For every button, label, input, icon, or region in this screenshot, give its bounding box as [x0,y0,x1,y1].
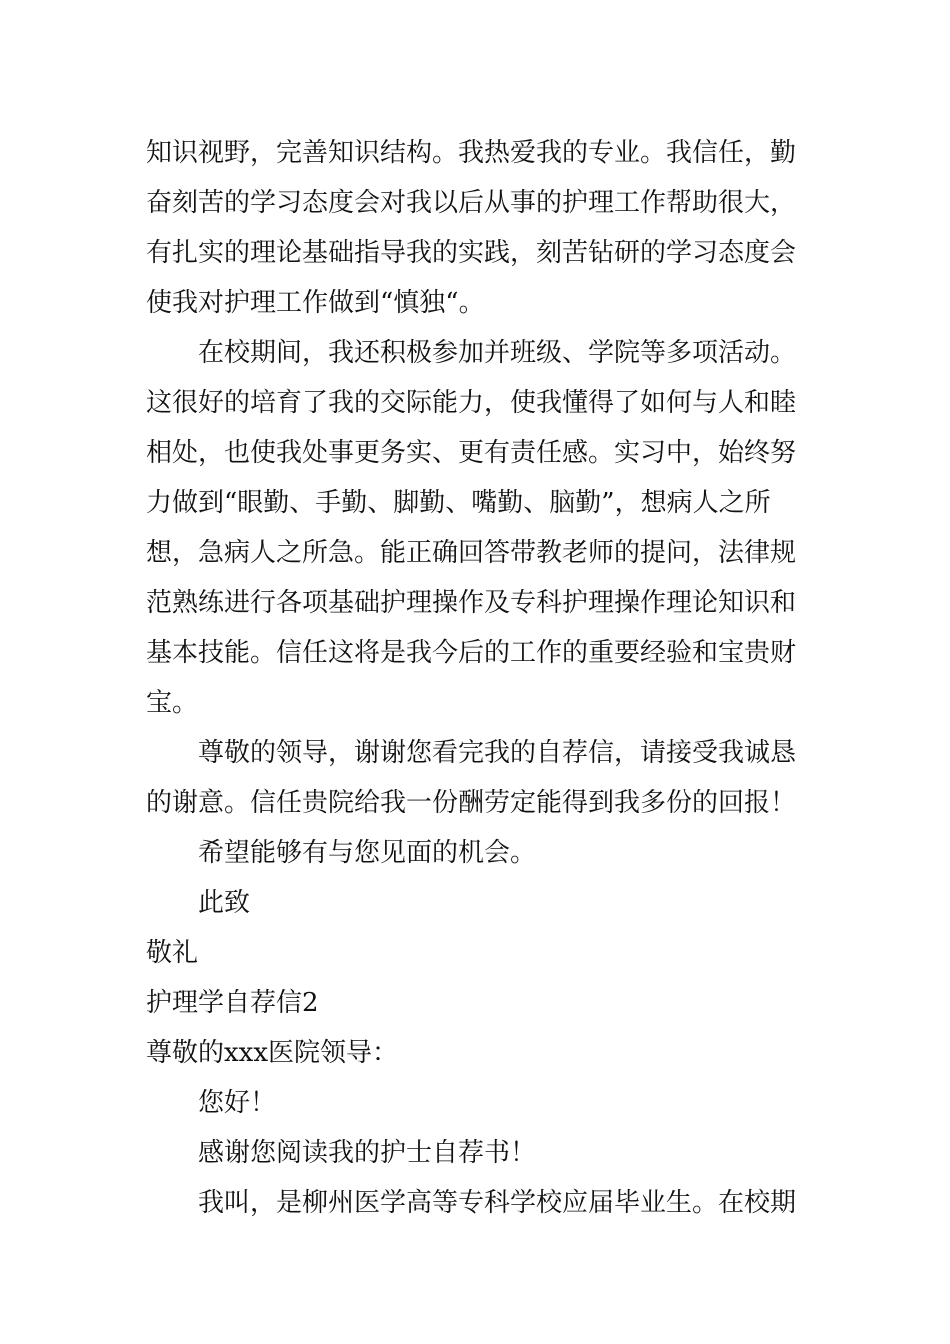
paragraph: 知识视野，完善知识结构。我热爱我的专业。我信任，勤奋刻苦的学习态度会对我以后从事的护理工作帮助很大，有扎实的理论基础指导我的实践，刻苦钻研的学习态度会使我对护理工作做到“慎独“。 [146,138,797,318]
paragraph: 我叫，是柳州医学高等专科学校应届毕业生。在校期 [198,1188,797,1218]
paragraph: 希望能够有与您见面的机会。 [198,838,537,868]
document-body [146,128,810,1228]
closing-line: 此致 [198,888,251,918]
greeting-recipient: 尊敬的xxx医院领导： [146,1038,398,1068]
paragraph: 尊敬的领导，谢谢您看完我的自荐信，请接受我诚恳的谢意。信任贵院给我一份酬劳定能得到我多份的回报！ [146,738,797,818]
paragraph: 在校期间，我还积极参加并班级、学院等多项活动。这很好的培育了我的交际能力，使我懂得了如何与人和睦相处，也使我处事更务实、更有责任感。实习中，始终努力做到“眼勤、手勤、脚勤、嘴勤、脑勤”，想病人之所想，急病人之所急。能正确回答带教老师的提问，法律规范熟练进行各项基础护理操作及专科护理操作理论知识和基本技能。信任这将是我今后的工作的重要经验和宝贵财宝。 [146,338,797,718]
section-title: 护理学自荐信2 [146,988,319,1018]
greeting: 您好！ [198,1088,277,1118]
paragraph: 感谢您阅读我的护士自荐书！ [198,1138,537,1168]
closing-salutation: 敬礼 [146,938,199,968]
